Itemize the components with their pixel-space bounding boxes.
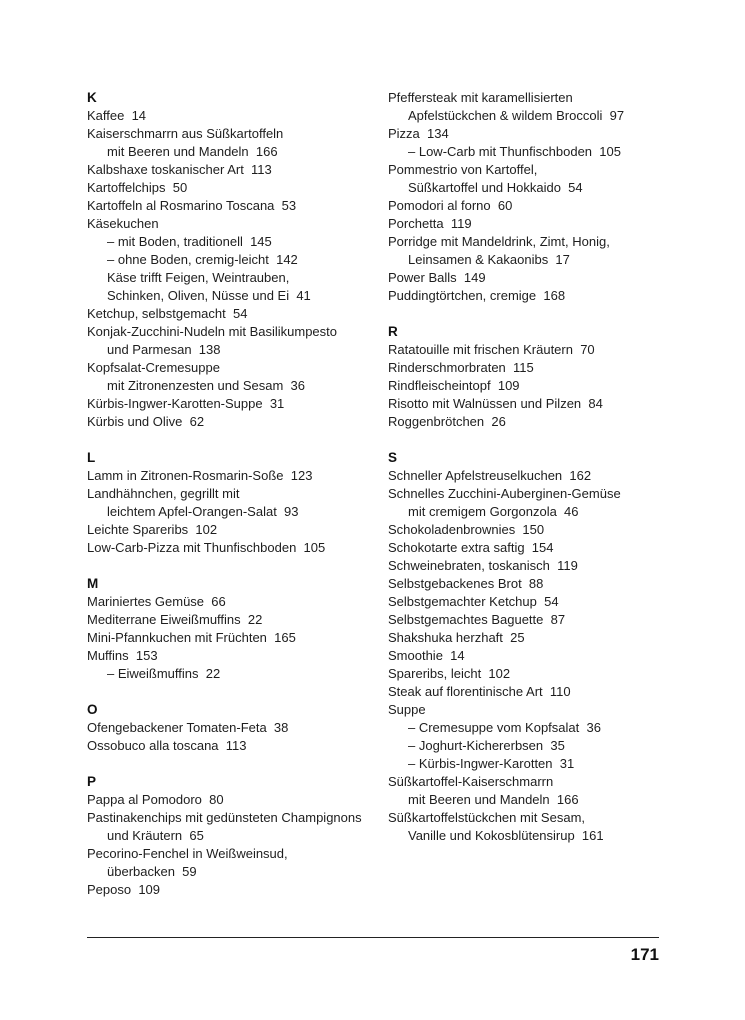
entry-text: Süßkartoffel-Kaiserschmarrn <box>388 774 554 789</box>
index-entry <box>87 107 372 125</box>
entry-text: Mini-Pfannkuchen mit Früchten 165 <box>87 630 296 645</box>
entry-text: – Eiweißmuffins 22 <box>107 666 221 681</box>
index-entry <box>87 845 372 881</box>
entry-continuation: Leinsamen & Kakaonibs 17 <box>408 252 570 267</box>
index-entry <box>388 341 688 359</box>
index-column-right <box>388 89 688 863</box>
entry-text: Schokoladenbrownies 150 <box>388 522 545 537</box>
entry-continuation: Apfelstückchen & wildem Broccoli 97 <box>408 108 625 123</box>
entry-text: Käse trifft Feigen, Weintrauben, <box>107 270 290 285</box>
entry-text: Pfeffersteak mit karamellisierten <box>388 90 573 105</box>
entry-text: Power Balls 149 <box>388 270 486 285</box>
entry-continuation: und Kräutern 65 <box>107 828 204 843</box>
index-entry <box>87 719 372 737</box>
index-section <box>388 323 688 431</box>
index-entry <box>388 413 688 431</box>
entry-continuation: mit Beeren und Mandeln 166 <box>408 792 579 807</box>
entry-text: Spareribs, leicht 102 <box>388 666 511 681</box>
index-entry <box>388 359 688 377</box>
entry-text: Schokotarte extra saftig 154 <box>388 540 554 555</box>
entry-text: – ohne Boden, cremig-leicht 142 <box>107 252 298 267</box>
entry-text: Schnelles Zucchini-Auberginen-Gemüse <box>388 486 621 501</box>
entry-text: Kürbis-Ingwer-Karotten-Suppe 31 <box>87 396 285 411</box>
index-entry <box>388 467 688 485</box>
entry-text: Kürbis und Olive 62 <box>87 414 205 429</box>
index-entry <box>388 557 688 575</box>
entry-text: Leichte Spareribs 102 <box>87 522 218 537</box>
entry-text: Mariniertes Gemüse 66 <box>87 594 226 609</box>
section-letter: P <box>87 774 97 789</box>
index-section <box>87 575 372 683</box>
index-entry <box>388 485 688 521</box>
entry-text: Rinderschmorbraten 115 <box>388 360 534 375</box>
index-entry <box>388 629 688 647</box>
entry-text: Ratatouille mit frischen Kräutern 70 <box>388 342 595 357</box>
entry-text: Mediterrane Eiweißmuffins 22 <box>87 612 263 627</box>
entry-text: Selbstgemachter Ketchup 54 <box>388 594 559 609</box>
section-letter: O <box>87 702 98 717</box>
index-entry <box>388 773 688 809</box>
entry-text: Schweinebraten, toskanisch 119 <box>388 558 578 573</box>
entry-text: Kartoffelchips 50 <box>87 180 188 195</box>
index-section <box>388 449 688 845</box>
footer-rule <box>87 937 659 938</box>
index-section <box>87 89 372 431</box>
index-entry <box>87 539 372 557</box>
index-entry <box>388 197 688 215</box>
index-entry <box>87 881 372 899</box>
entry-text: Suppe <box>388 702 426 717</box>
entry-text: Landhähnchen, gegrillt mit <box>87 486 240 501</box>
entry-text: Ofengebackener Tomaten-Feta 38 <box>87 720 289 735</box>
index-subentry <box>388 143 688 161</box>
entry-continuation: Süßkartoffel und Hokkaido 54 <box>408 180 583 195</box>
entry-continuation: Schinken, Oliven, Nüsse und Ei 41 <box>107 288 311 303</box>
index-entry <box>388 665 688 683</box>
index-entry <box>388 215 688 233</box>
index-entry <box>87 395 372 413</box>
entry-text: Rindfleischeintopf 109 <box>388 378 520 393</box>
index-subentry <box>87 233 372 251</box>
index-section <box>388 89 688 305</box>
entry-text: Pommestrio von Kartoffel, <box>388 162 538 177</box>
section-letter: R <box>388 324 398 339</box>
index-entry <box>87 197 372 215</box>
entry-text: Muffins 153 <box>87 648 158 663</box>
entry-text: Peposo 109 <box>87 882 161 897</box>
index-section <box>87 449 372 557</box>
entry-text: Pastinakenchips mit gedünsteten Champignons <box>87 810 362 825</box>
entry-text: – Kürbis-Ingwer-Karotten 31 <box>408 756 575 771</box>
index-subentry <box>87 251 372 269</box>
index-entry <box>87 467 372 485</box>
index-entry <box>388 233 688 269</box>
entry-continuation: Vanille und Kokosblütensirup 161 <box>408 828 604 843</box>
entry-text: Kaffee 14 <box>87 108 147 123</box>
section-letter: M <box>87 576 99 591</box>
index-entry <box>87 629 372 647</box>
index-entry <box>388 395 688 413</box>
entry-text: Steak auf florentinische Art 110 <box>388 684 571 699</box>
entry-text: Risotto mit Walnüssen und Pilzen 84 <box>388 396 603 411</box>
index-subentry <box>87 269 372 305</box>
index-entry <box>87 305 372 323</box>
entry-continuation: mit Beeren und Mandeln 166 <box>107 144 278 159</box>
index-entry <box>87 125 372 161</box>
entry-text: Porchetta 119 <box>388 216 472 231</box>
index-entry <box>87 485 372 521</box>
index-subentry <box>388 719 688 737</box>
entry-text: – Low-Carb mit Thunfischboden 105 <box>408 144 621 159</box>
entry-text: Schneller Apfelstreuselkuchen 162 <box>388 468 592 483</box>
entry-text: – Cremesuppe vom Kopfsalat 36 <box>408 720 601 735</box>
entry-continuation: mit cremigem Gorgonzola 46 <box>408 504 579 519</box>
index-column-left <box>87 89 372 917</box>
entry-text: Smoothie 14 <box>388 648 465 663</box>
index-entry <box>87 359 372 395</box>
index-entry <box>87 521 372 539</box>
index-entry <box>87 161 372 179</box>
index-subentry <box>388 755 688 773</box>
index-entry <box>87 215 372 233</box>
entry-text: Puddingtörtchen, cremige 168 <box>388 288 566 303</box>
entry-continuation: mit Zitronenzesten und Sesam 36 <box>107 378 305 393</box>
index-entry <box>87 593 372 611</box>
entry-text: Pizza 134 <box>388 126 449 141</box>
index-entry <box>87 611 372 629</box>
section-letter: L <box>87 450 96 465</box>
index-entry <box>388 701 688 719</box>
entry-text: Käsekuchen <box>87 216 159 231</box>
entry-text: Pappa al Pomodoro 80 <box>87 792 224 807</box>
entry-text: Porridge mit Mandeldrink, Zimt, Honig, <box>388 234 610 249</box>
index-subentry <box>87 665 372 683</box>
index-entry <box>388 539 688 557</box>
index-entry <box>388 125 688 143</box>
index-entry <box>87 809 372 845</box>
index-section <box>87 773 372 899</box>
index-entry <box>87 737 372 755</box>
index-entry <box>388 575 688 593</box>
entry-text: Lamm in Zitronen-Rosmarin-Soße 123 <box>87 468 313 483</box>
entry-continuation: und Parmesan 138 <box>107 342 221 357</box>
index-entry <box>87 647 372 665</box>
entry-text: Kopfsalat-Cremesuppe <box>87 360 220 375</box>
entry-text: Pecorino-Fenchel in Weißweinsud, <box>87 846 288 861</box>
entry-text: Ossobuco alla toscana 113 <box>87 738 247 753</box>
entry-continuation: leichtem Apfel-Orangen-Salat 93 <box>107 504 299 519</box>
entry-text: Süßkartoffelstückchen mit Sesam, <box>388 810 586 825</box>
index-entry <box>87 413 372 431</box>
index-entry <box>388 377 688 395</box>
index-entry <box>388 287 688 305</box>
entry-text: – mit Boden, traditionell 145 <box>107 234 272 249</box>
entry-text: Selbstgemachtes Baguette 87 <box>388 612 566 627</box>
entry-text: Kartoffeln al Rosmarino Toscana 53 <box>87 198 297 213</box>
index-entry <box>388 89 688 125</box>
entry-continuation: überbacken 59 <box>107 864 197 879</box>
entry-text: Kaiserschmarrn aus Süßkartoffeln <box>87 126 284 141</box>
entry-text: Konjak-Zucchini-Nudeln mit Basilikumpesto <box>87 324 337 339</box>
index-entry <box>388 269 688 287</box>
index-entry <box>388 593 688 611</box>
entry-text: Roggenbrötchen 26 <box>388 414 506 429</box>
section-letter: K <box>87 90 97 105</box>
entry-text: – Joghurt-Kichererbsen 35 <box>408 738 565 753</box>
entry-text: Shakshuka herzhaft 25 <box>388 630 525 645</box>
entry-text: Ketchup, selbstgemacht 54 <box>87 306 248 321</box>
index-entry <box>388 647 688 665</box>
entry-text: Kalbshaxe toskanischer Art 113 <box>87 162 272 177</box>
index-entry <box>388 683 688 701</box>
entry-text: Low-Carb-Pizza mit Thunfischboden 105 <box>87 540 326 555</box>
index-entry <box>87 791 372 809</box>
index-entry <box>388 809 688 845</box>
page-number: 171 <box>630 945 659 964</box>
entry-text: Selbstgebackenes Brot 88 <box>388 576 544 591</box>
index-entry <box>388 161 688 197</box>
index-section <box>87 701 372 755</box>
index-entry <box>388 521 688 539</box>
index-entry <box>388 611 688 629</box>
section-letter: S <box>388 450 398 465</box>
index-entry <box>87 179 372 197</box>
index-entry <box>87 323 372 359</box>
index-subentry <box>388 737 688 755</box>
entry-text: Pomodori al forno 60 <box>388 198 513 213</box>
